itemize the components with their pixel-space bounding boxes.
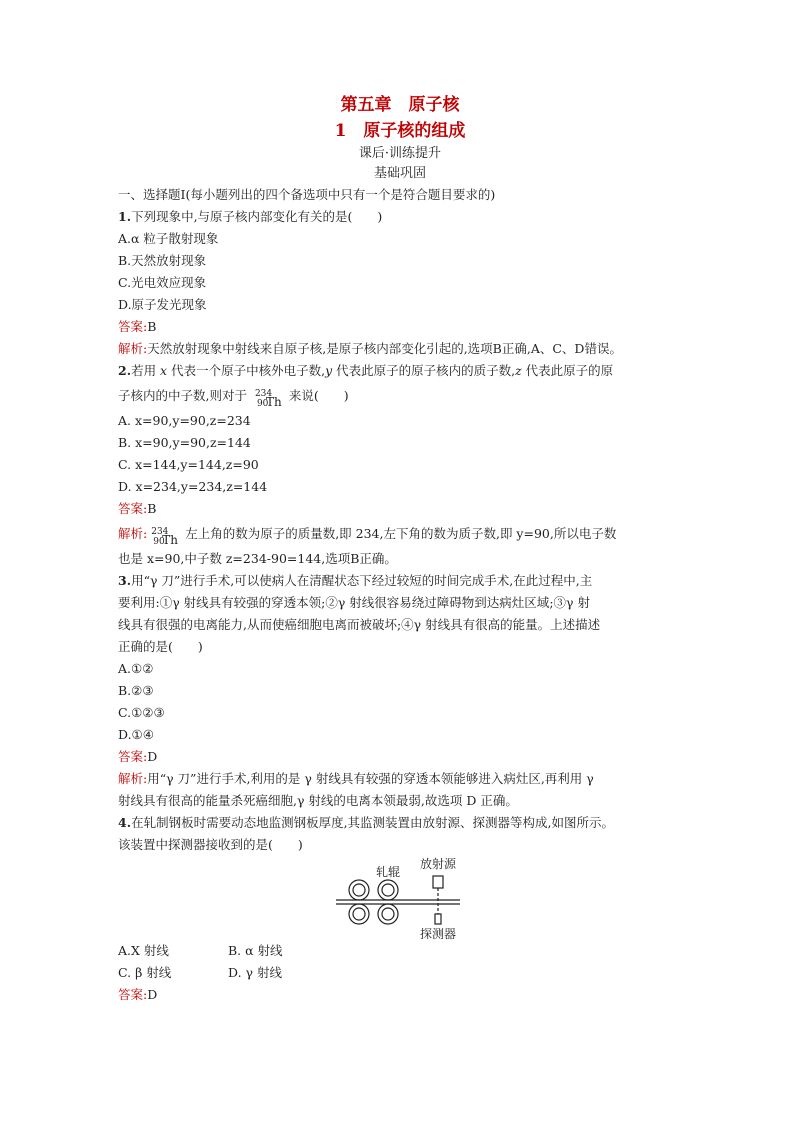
- atomic-number: 90: [256, 398, 269, 409]
- option: B.天然放射现象: [118, 253, 207, 268]
- stem-text: 在轧制钢板时需要动态地监测钢板厚度,其监测装置由放射源、探测器等构成,如图所示。: [131, 815, 615, 830]
- analysis: [118, 520, 682, 548]
- stem-text: 若用: [131, 363, 161, 378]
- question-4-stem: [118, 812, 682, 834]
- mass-number: 234: [254, 388, 273, 399]
- option: B. x=90,y=90,z=144: [118, 435, 251, 450]
- question-number: 2.: [118, 363, 132, 378]
- var-y: y: [325, 363, 333, 378]
- question-3-stem: [118, 570, 682, 592]
- source-label: 放射源: [420, 857, 457, 871]
- detector-label: 探测器: [420, 927, 457, 940]
- roller-top-2: [378, 880, 398, 900]
- question-number: 1.: [118, 209, 132, 224]
- chapter-title: 第五章 原子核: [340, 95, 460, 115]
- answer: [118, 498, 682, 520]
- option: C.光电效应现象: [118, 275, 207, 290]
- option: C.①②③: [118, 705, 165, 720]
- stem-line: 线具有很强的电离能力,从而使癌细胞电离而被破坏;④γ 射线具有很高的能量。上述描述: [118, 617, 601, 632]
- option: A.X 射线: [118, 943, 169, 958]
- roller-top-2-inner: [382, 884, 394, 896]
- section-heading: 一、选择题Ⅰ(每小题列出的四个备选项中只有一个是符合题目要求的): [118, 187, 496, 202]
- mass-number: 234: [151, 526, 169, 537]
- stem-text: 用“γ 刀”进行手术,可以使病人在清醒状态下经过较短的时间完成手术,在此过程中,主: [131, 573, 593, 588]
- roller-top-1-inner: [353, 884, 365, 896]
- option: A.α 粒子散射现象: [118, 231, 219, 246]
- answer: [118, 746, 682, 768]
- analysis-cont: 射线具有很高的能量杀死癌细胞,γ 射线的电离本领最弱,故选项 D 正确。: [118, 793, 518, 808]
- option: C. x=144,y=144,z=90: [118, 457, 259, 472]
- options-row: [118, 962, 682, 984]
- section-title: 1 原子核的组成: [334, 121, 466, 141]
- analysis-label: 解析:: [118, 526, 148, 541]
- detector-box: [435, 914, 441, 924]
- answer: [118, 316, 682, 338]
- level-heading: 基础巩固: [373, 166, 426, 181]
- question-2-stem: [118, 360, 682, 382]
- roller-bottom-1: [349, 904, 369, 924]
- subtitle: 课后·训练提升: [358, 146, 442, 161]
- answer-value: D: [147, 749, 158, 764]
- stem-line: 要利用:①γ 射线具有较强的穿透本领;②γ 射线很容易绕过障碍物到达病灶区域;③γ 射: [118, 595, 590, 610]
- roller-bottom-2: [378, 904, 398, 924]
- options-row: [118, 940, 682, 962]
- question-1-stem: [118, 206, 682, 228]
- analysis: [118, 768, 682, 790]
- answer-label: 答案:: [118, 987, 148, 1002]
- analysis: [118, 338, 682, 360]
- var-z: z: [515, 363, 522, 378]
- element-symbol: Th: [162, 532, 178, 547]
- nuclide-symbol: [147, 524, 181, 546]
- roller-bottom-1-inner: [353, 908, 365, 920]
- option: D.原子发光现象: [118, 297, 207, 312]
- analysis-cont: 也是 x=90,中子数 z=234-90=144,选项B正确。: [118, 551, 397, 566]
- option: A. x=90,y=90,z=234: [118, 413, 251, 428]
- option: C. β 射线: [118, 965, 172, 980]
- question-number: 3.: [118, 573, 132, 588]
- stem-text: 代表此原子的原: [521, 363, 614, 378]
- option: A.①②: [118, 661, 154, 676]
- roller-bottom-2-inner: [382, 908, 394, 920]
- analysis-label: 解析:: [118, 771, 148, 786]
- stem-text: 来说( ): [284, 388, 349, 403]
- analysis-label: 解析:: [118, 341, 148, 356]
- option: B. α 射线: [228, 943, 283, 958]
- option: B.②③: [118, 683, 154, 698]
- answer-label: 答案:: [118, 501, 148, 516]
- stem-line: 正确的是( ): [118, 639, 203, 654]
- question-number: 4.: [118, 815, 132, 830]
- analysis-text: 用“γ 刀”进行手术,利用的是 γ 射线具有较强的穿透本领能够进入病灶区,再利用 γ: [147, 771, 594, 786]
- atomic-number: 90: [153, 536, 165, 547]
- option: D. x=234,y=234,z=144: [118, 479, 268, 494]
- option: D. γ 射线: [228, 965, 282, 980]
- stem-text: 代表一个原子中核外电子数,: [167, 363, 326, 378]
- nuclide-symbol: [251, 386, 285, 408]
- analysis-text: 天然放射现象中射线来自原子核,是原子核内部变化引起的,选项B正确,A、C、D错误。: [147, 341, 622, 356]
- option: D.①④: [118, 727, 154, 742]
- document-page: [118, 92, 682, 1006]
- stem-text: 代表此原子的原子核内的质子数,: [332, 363, 516, 378]
- answer-label: 答案:: [118, 749, 148, 764]
- stem-text: 下列现象中,与原子核内部变化有关的是( ): [131, 209, 383, 224]
- radiation-source-box: [433, 876, 443, 888]
- answer-label: 答案:: [118, 319, 148, 334]
- var-x: x: [160, 363, 168, 378]
- answer: [118, 984, 682, 1006]
- answer-value: D: [147, 987, 158, 1002]
- stem-line: 该装置中探测器接收到的是( ): [118, 837, 303, 852]
- answer-value: B: [147, 319, 157, 334]
- analysis-text: 左上角的数为原子的质量数,即 234,左下角的数为质子数,即 y=90,所以电子数: [181, 526, 617, 541]
- rolling-mill-figure: [118, 856, 682, 940]
- element-symbol: Th: [265, 394, 282, 409]
- roller-top-1: [349, 880, 369, 900]
- stem-text: 子核内的中子数,则对于: [118, 388, 251, 403]
- roller-label: 轧辊: [376, 865, 401, 879]
- question-2-stem-cont: [118, 382, 682, 410]
- answer-value: B: [147, 501, 157, 516]
- figure-svg: [118, 856, 682, 940]
